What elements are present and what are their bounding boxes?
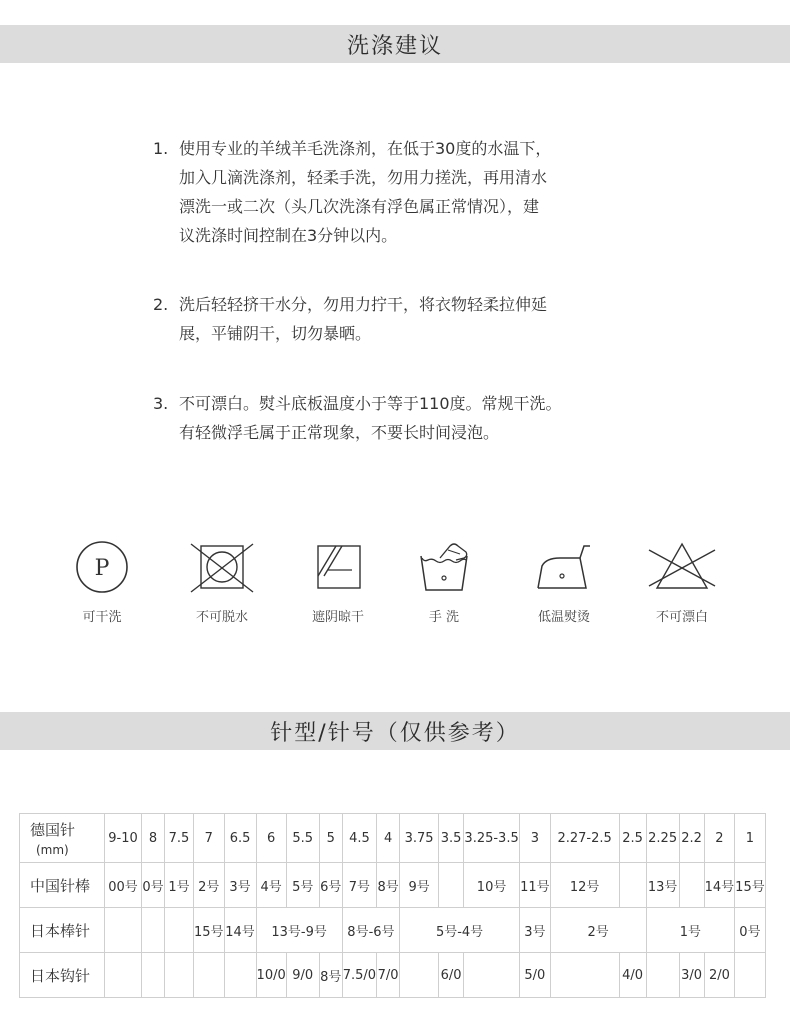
table-cell (105, 953, 142, 998)
wash-item-3 (153, 389, 633, 447)
care-no-bleach (627, 540, 737, 630)
table-cell: 9/0 (286, 953, 319, 998)
table-cell: 6.5 (224, 814, 256, 863)
table-cell: 2号 (550, 908, 646, 953)
table-cell: 5/0 (520, 953, 551, 998)
item-line: 使用专业的羊绒羊毛洗涤剂，在低于30度的水温下， (179, 139, 552, 158)
dry-clean-p-icon (74, 540, 130, 596)
table-cell: 2/0 (704, 953, 735, 998)
table-cell: 3 (520, 814, 551, 863)
table-cell (165, 953, 194, 998)
needle-size-table (19, 813, 766, 998)
row-header: 日本棒针 (20, 908, 105, 953)
care-label: 低温熨烫 (537, 610, 590, 625)
needle-title: 针型/针号（仅供参考） (270, 720, 520, 746)
item-line: 有轻微浮毛属于正常现象，不要长时间浸泡。 (179, 423, 500, 442)
table-cell: 5号-4号 (400, 908, 520, 953)
table-cell: 4号 (256, 863, 286, 908)
needle-banner (0, 712, 790, 750)
item-number: 3. (153, 394, 169, 413)
table-cell (464, 953, 520, 998)
wash-title: 洗涤建议 (346, 33, 443, 59)
wash-banner (0, 25, 790, 63)
table-cell: 3.25-3.5 (464, 814, 520, 863)
table-cell: 1号 (646, 908, 735, 953)
item-line: 不可漂白。熨斗底板温度小于等于110度。常规干洗。 (179, 394, 562, 413)
row-header: 日本钩针 (20, 953, 105, 998)
table-cell: 14号 (224, 908, 256, 953)
care-no-tumble (167, 540, 277, 630)
item-line: 加入几滴洗涤剂，轻柔手洗，勿用力搓洗，再用清水 (179, 168, 548, 187)
table-cell (400, 953, 439, 998)
item-line: 议洗涤时间控制在3分钟以内。 (179, 226, 398, 245)
table-cell: 2.5 (619, 814, 646, 863)
table-cell: 0号 (142, 863, 165, 908)
table-cell: 1 (735, 814, 766, 863)
table-cell: 7号 (342, 863, 376, 908)
row-header-unit: (mm) (36, 842, 69, 857)
table-cell: 4 (377, 814, 400, 863)
table-cell: 8 (142, 814, 165, 863)
table-row (20, 814, 766, 863)
table-cell: 3号 (224, 863, 256, 908)
table-cell: 3/0 (679, 953, 704, 998)
item-number: 2. (153, 295, 169, 314)
no-tumble-dry-icon (189, 540, 255, 596)
table-cell: 2号 (194, 863, 225, 908)
table-cell: 3.75 (400, 814, 439, 863)
care-dry-clean (47, 540, 157, 630)
table-cell (679, 863, 704, 908)
table-cell (550, 953, 619, 998)
row-header-label: 德国针 (30, 820, 76, 839)
item-number: 1. (153, 139, 169, 158)
table-cell: 3.5 (439, 814, 464, 863)
table-cell (142, 908, 165, 953)
dry-clean-symbol: P (94, 556, 110, 581)
table-cell: 13号-9号 (256, 908, 342, 953)
table-cell: 0号 (735, 908, 766, 953)
table-cell: 14号 (704, 863, 735, 908)
table-cell: 15号 (194, 908, 225, 953)
table-cell: 5 (319, 814, 342, 863)
table-cell: 10号 (464, 863, 520, 908)
table-cell (165, 908, 194, 953)
table-cell: 2.25 (646, 814, 679, 863)
table-cell (194, 953, 225, 998)
table-cell: 3号 (520, 908, 551, 953)
table-cell (142, 953, 165, 998)
care-shade-dry (283, 540, 393, 630)
table-cell: 6号 (319, 863, 342, 908)
table-cell: 2.27-2.5 (550, 814, 619, 863)
table-row (20, 908, 766, 953)
table-cell: 7.5/0 (342, 953, 376, 998)
table-cell (735, 953, 766, 998)
table-cell: 9号 (400, 863, 439, 908)
table-cell: 6/0 (439, 953, 464, 998)
care-label: 手 洗 (428, 610, 460, 625)
table-cell: 4.5 (342, 814, 376, 863)
table-cell: 5.5 (286, 814, 319, 863)
item-line: 洗后轻轻挤干水分，勿用力拧干，将衣物轻柔拉伸延 (179, 295, 548, 314)
table-cell: 12号 (550, 863, 619, 908)
care-label: 遮阴晾干 (311, 610, 364, 625)
table-cell: 7.5 (165, 814, 194, 863)
care-hand-wash (389, 540, 499, 630)
table-cell: 7/0 (377, 953, 400, 998)
wash-item-2 (153, 290, 633, 348)
table-cell: 00号 (105, 863, 142, 908)
table-cell: 11号 (520, 863, 551, 908)
table-cell (439, 863, 464, 908)
item-line: 漂洗一或二次（头几次洗涤有浮色属正常情况），建 (179, 197, 540, 216)
table-cell: 15号 (735, 863, 766, 908)
care-label: 可干洗 (82, 610, 122, 625)
table-cell: 13号 (646, 863, 679, 908)
table-cell: 1号 (165, 863, 194, 908)
table-cell: 5号 (286, 863, 319, 908)
low-iron-icon (532, 540, 596, 596)
table-cell: 2.2 (679, 814, 704, 863)
no-bleach-icon (647, 540, 717, 596)
table-cell: 8号 (319, 953, 342, 998)
care-label: 不可漂白 (655, 610, 708, 625)
table-row (20, 953, 766, 998)
table-cell (105, 908, 142, 953)
table-cell: 4/0 (619, 953, 646, 998)
table-cell: 2 (704, 814, 735, 863)
table-cell (619, 863, 646, 908)
care-low-iron (509, 540, 619, 630)
table-cell: 7 (194, 814, 225, 863)
table-cell: 8号-6号 (342, 908, 399, 953)
table-cell (646, 953, 679, 998)
care-label: 不可脱水 (195, 610, 248, 625)
item-line: 展，平铺阴干，切勿暴晒。 (179, 324, 372, 343)
table-cell: 8号 (377, 863, 400, 908)
wash-item-1 (153, 134, 633, 250)
table-row (20, 863, 766, 908)
row-header: 中国针棒 (20, 863, 105, 908)
row-header (20, 814, 105, 863)
table-cell (224, 953, 256, 998)
shade-dry-icon (310, 540, 366, 596)
table-cell: 6 (256, 814, 286, 863)
table-cell: 9-10 (105, 814, 142, 863)
table-cell: 10/0 (256, 953, 286, 998)
hand-wash-icon (412, 540, 476, 596)
